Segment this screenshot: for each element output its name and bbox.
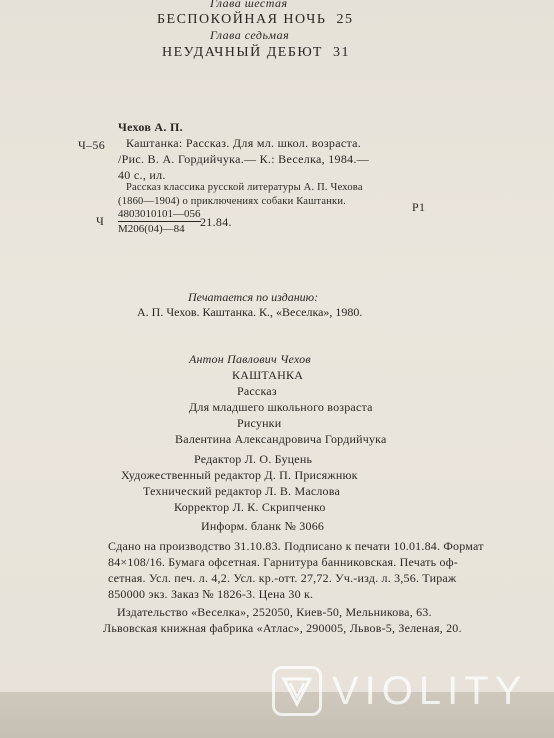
colophon-author: Антон Павлович Чехов xyxy=(189,352,311,366)
colophon-title: КАШТАНКА xyxy=(232,368,304,382)
catalog-fraction-suffix: 21.84. xyxy=(200,215,232,229)
colophon-audience: Для младшего школьного возраста xyxy=(189,400,373,414)
catalog-author: Чехов А. П. xyxy=(118,120,183,134)
catalog-fraction-bottom: М206(04)—84 xyxy=(118,223,185,235)
watermark xyxy=(272,664,527,718)
toc-chapter6-entry xyxy=(157,12,353,28)
catalog-line1: Каштанка: Рассказ. Для мл. школ. возраста. xyxy=(126,136,362,150)
toc-chapter7-label: Глава седьмая xyxy=(210,28,290,42)
toc-chapter7-page: 31 xyxy=(332,45,350,60)
catalog-annotation1: Рассказ классика русской литературы А. П. Чехова xyxy=(126,182,363,193)
catalog-fraction-top: 4803010101—056 xyxy=(118,208,201,220)
catalog-annotation2: (1860—1904) о приключениях собаки Каштанки. xyxy=(118,196,346,207)
toc-chapter6-title: БЕСПОКОЙНАЯ НОЧЬ xyxy=(157,12,327,27)
catalog-fraction xyxy=(118,208,201,235)
colophon-illus-label: Рисунки xyxy=(237,416,282,430)
catalog-line3: 40 с., ил. xyxy=(118,168,166,182)
toc-chapter7-entry xyxy=(162,45,350,61)
violity-logo-icon xyxy=(272,666,322,716)
toc-chapter7-title: НЕУДАЧНЫЙ ДЕБЮТ xyxy=(162,45,323,60)
print-info-line1: Сдано на производство 31.10.83. Подписано к печати 10.01.84. Формат xyxy=(108,539,484,553)
toc-chapter6-label: Глава шестая xyxy=(210,0,288,10)
print-info-line2: 84×108/16. Бумага офсетная. Гарнитура банниковская. Печать оф- xyxy=(108,555,458,569)
printer-address: Львовская книжная фабрика «Атлас», 290005, Львов-5, Зеленая, 20. xyxy=(103,621,462,635)
toc-chapter6-page: 25 xyxy=(336,12,354,27)
print-info-line4: 850000 экз. Заказ № 1826-3. Цена 30 к. xyxy=(108,587,314,601)
catalog-line2: /Рис. В. А. Гордийчука.— К.: Веселка, 1984.— xyxy=(118,152,370,166)
colophon-editor: Редактор Л. О. Буцень xyxy=(194,452,313,466)
publisher-address: Издательство «Веселка», 252050, Киев-50, Мельникова, 63. xyxy=(117,605,432,619)
catalog-udc: Р1 xyxy=(412,200,426,214)
colophon-corrector: Корректор Л. К. Скрипченко xyxy=(174,500,326,514)
colophon-art-editor: Художественный редактор Д. П. Присяжнюк xyxy=(121,468,358,482)
imprint-label: Печатается по изданию: xyxy=(188,290,319,304)
print-info-line3: сетная. Усл. печ. л. 4,2. Усл. кр.-отт. 27,72. Уч.-изд. л. 3,56. Тираж xyxy=(108,571,457,585)
watermark-text: VIOLITY xyxy=(332,668,528,713)
catalog-code: Ч–56 xyxy=(78,138,105,152)
catalog-index-letter: Ч xyxy=(96,214,105,228)
colophon-illustrator: Валентина Александровича Гордийчука xyxy=(175,432,387,446)
colophon-info-blank: Информ. бланк № 3066 xyxy=(201,519,325,533)
colophon-tech-editor: Технический редактор Л. В. Маслова xyxy=(143,484,340,498)
imprint-source: А. П. Чехов. Каштанка. К., «Веселка», 1980. xyxy=(137,305,363,319)
colophon-genre: Рассказ xyxy=(237,384,277,398)
